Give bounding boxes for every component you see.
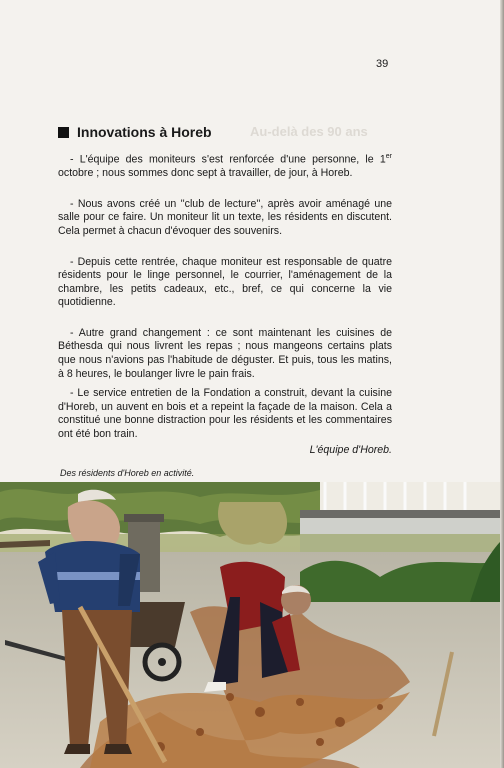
paragraph-staff: - L'équipe des moniteurs s'est renforcée d'une personne, le 1er octobre ; nous sommes donc sept à travailler, de jour, à Horeb. — [58, 153, 392, 180]
article-heading — [58, 124, 212, 140]
heading-square-bullet — [58, 127, 69, 138]
paragraph-responsibilities: - Depuis cette rentrée, chaque moniteur est responsable de quatre résidents pour le linge personnel, le courrier, l'aménagement de la chambre, les petits cadeaux, etc., bref, ce qui concerne la vie quotidienne. — [58, 255, 392, 309]
activity-photo — [0, 482, 500, 768]
show-through-heading: Au-delà des 90 ans — [250, 124, 368, 139]
photo-caption: Des résidents d'Horeb en activité. — [60, 468, 195, 478]
page-number: 39 — [376, 58, 389, 70]
article-title: Innovations à Horeb — [77, 124, 212, 140]
paragraph-reading-club: - Nous avons créé un ''club de lecture'', après avoir aménagé une salle pour ce faire. Un moniteur lit un texte, les résidents en discutent. Cela permet à chacun d'évoquer des souvenirs. — [58, 197, 392, 237]
article-body — [58, 150, 392, 457]
page-edge — [500, 0, 504, 768]
article-signature: L'équipe d'Horeb. — [309, 443, 392, 456]
paragraph-maintenance: - Le service entretien de la Fondation a construit, devant la cuisine d'Horeb, un auvent en bois et a repeint la façade de la maison. Cela a constitué une bonne distraction pour les résidents et les commentaires ont été bon train. — [58, 387, 392, 441]
paragraph-meals: - Autre grand changement : ce sont maintenant les cuisines de Béthesda qui nous livrent les repas ; nous mangeons certains plats que nous n'avions pas l'habitude de déguster. Et puis, tous les matins, à 8 heures, le boulanger livre le pain frais. — [58, 326, 392, 380]
